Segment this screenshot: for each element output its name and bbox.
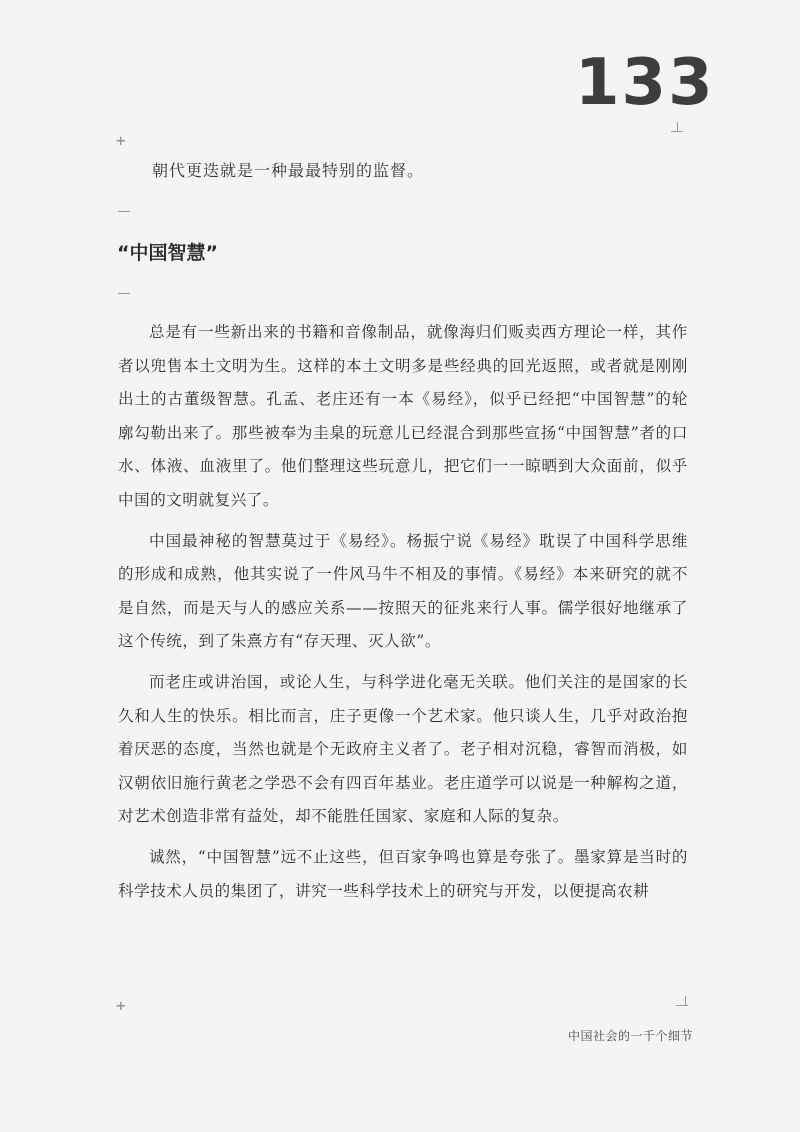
section-title: “中国智慧” (117, 242, 218, 264)
running-footer: 中国社会的一千个细节 (568, 1029, 694, 1043)
crop-mark-plus-bottom-left: + (116, 996, 126, 1015)
paragraph-3: 而老庄或讲治国，或论人生，与科学进化毫无关联。他们关注的是国家的长久和人生的快乐。相比而言，庄子更像一个艺术家。他只谈人生，几乎对政治抱着厌恶的态度，当然也就是个无政府主义者了。老子相对沉稳，睿智而消极，如汉朝依旧施行黄老之学恐不会有四百年基业。老庄道学可以说是一种解构之道，对艺术创造非常有益处，却不能胜任国家、家庭和人际的复杂。 (118, 672, 688, 826)
paragraph-2: 中国最神秘的智慧莫过于《易经》。杨振宁说《易经》耽误了中国科学思维的形成和成熟，他其实说了一件风马牛不相及的事情。《易经》本来研究的就不是自然，而是天与人的感应关系——按照天的征兆来行人事。儒学很好地继承了这个传统，到了朱熹方有“存天理、灭人欲”。 (118, 531, 688, 651)
page-number: 133 (575, 46, 715, 120)
paragraph-4: 诚然，“中国智慧”远不止这些，但百家争鸣也算是夸张了。墨家算是当时的科学技术人员的集团了，讲究一些科学技术上的研究与开发，以便提高农耕 (118, 847, 688, 900)
crop-mark-dash-bottom-right (676, 1005, 688, 1006)
crop-mark-dash-left-2 (118, 293, 130, 294)
intro-line: 朝代更迭就是一种最最特别的监督。 (152, 161, 425, 180)
crop-mark-plus-top-left: + (116, 131, 126, 150)
body-text (118, 316, 688, 915)
paragraph-1: 总是有一些新出来的书籍和音像制品，就像海归们贩卖西方理论一样，其作者以兜售本土文明为生。这样的本土文明多是些经典的回光返照，或者就是刚刚出土的古董级智慧。孔孟、老庄还有一本《易经》，似乎已经把“中国智慧”的轮廓勾勒出来了。那些被奉为圭臬的玩意儿已经混合到那些宣扬“中国智慧”者的口水、体液、血液里了。他们整理这些玩意儿，把它们一一晾晒到大众面前，似乎中国的文明就复兴了。 (118, 323, 688, 509)
crop-mark-tick-top-right (677, 122, 678, 132)
crop-mark-dash-left-1 (118, 211, 130, 212)
